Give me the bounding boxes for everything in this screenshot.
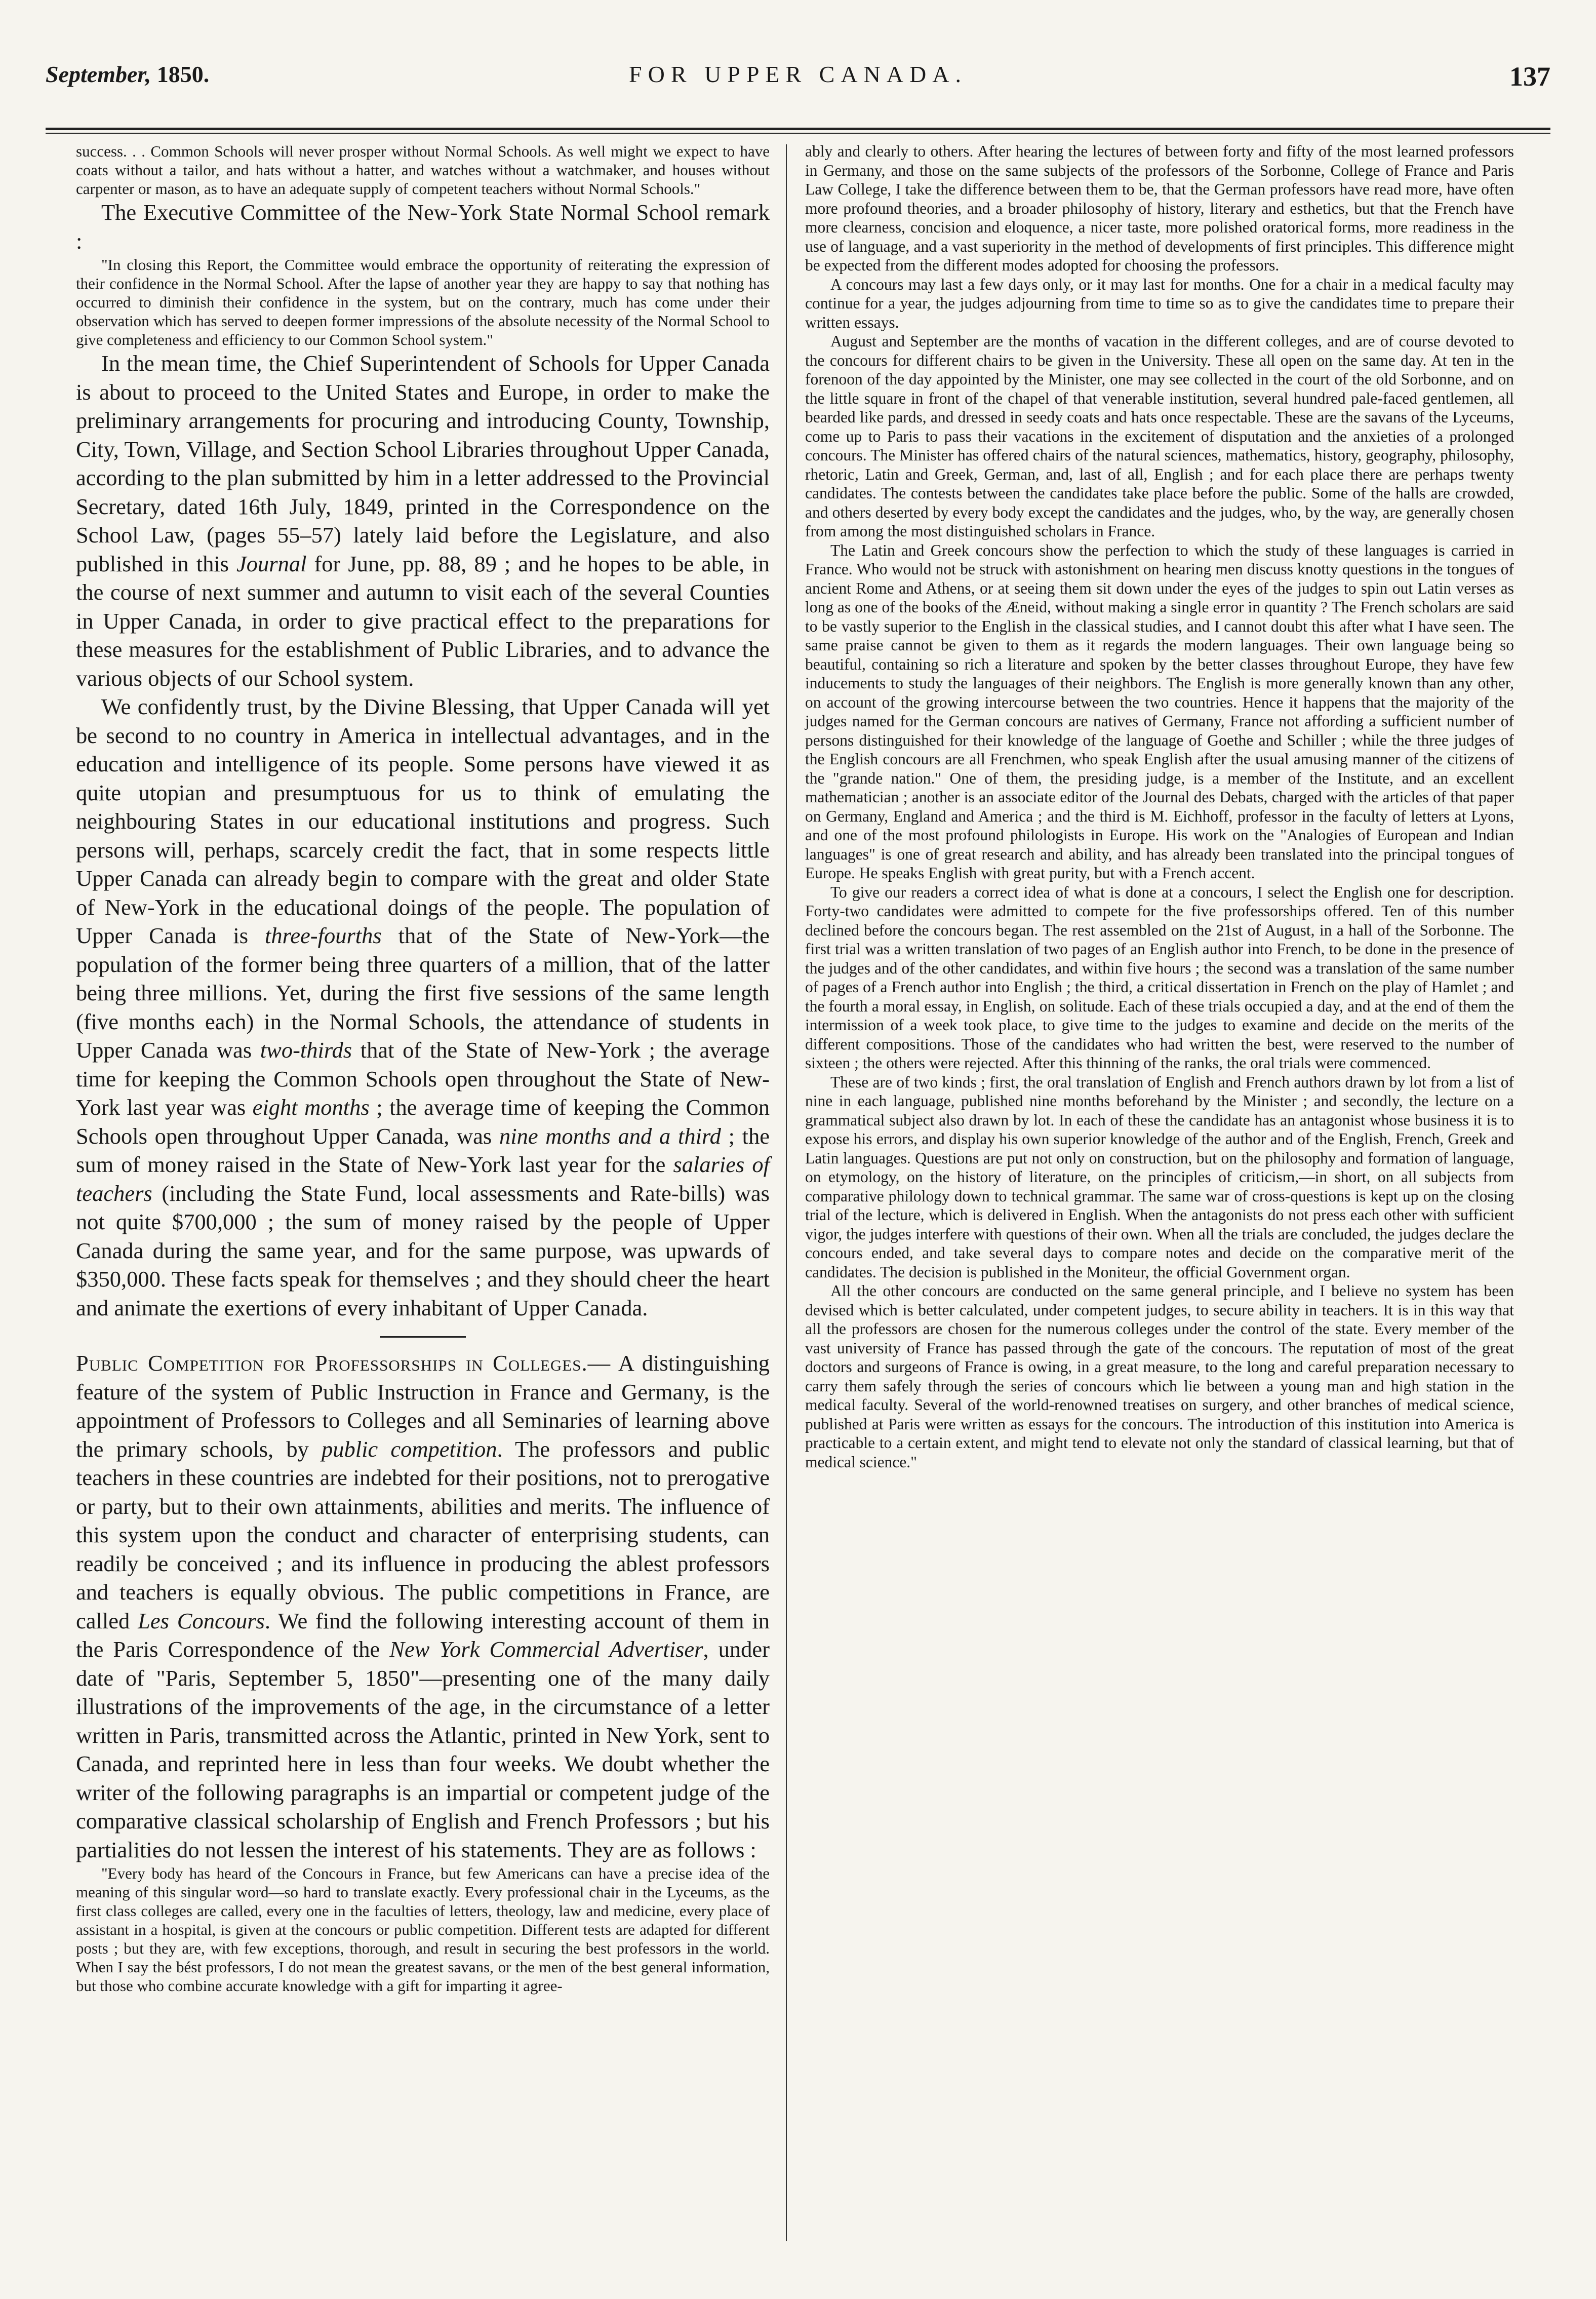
section-title: Public Competition for Professorships in Colleges.— (76, 1350, 611, 1376)
column-divider (786, 144, 787, 2241)
text-run: (including the State Fund, local assessments and Rate-bills) was not quite $700,000 ; the sum of money raised by the people of Upper Canada during the same year, and for the same purpose, was upwards of $350,000. These facts speak for themselves ; and they should cheer the heart and animate the exertions of every inhabitant of Upper Canada. (76, 1180, 770, 1320)
issue-year: 1850. (151, 61, 210, 87)
quote-continuation: success. . . Common Schools will never prosper without Normal Schools. As well might we expect to have coats without a tailor, and hats without a hatter, and watches without a watchmaker, and houses without carpenter or mason, as to have an adequate supply of competent teachers without Normal Schools." (76, 142, 770, 198)
issue-month: September, (46, 61, 151, 87)
emphasis: three-fourths (265, 923, 382, 948)
header-rule (46, 128, 1550, 130)
paragraph: The Latin and Greek concours show the perfection to which the study of these languages is carried in France. Who would not be struck with astonishment on hearing men discuss knotty questions in the tongues of ancient Rome and Athens, or at seeing them sit down under the eyes of the judges to spin out Latin verses as long as one of the books of the Æneid, without making a single error in quantity ? The French scholars are said to be vastly superior to the English in the classical studies, and I cannot doubt this after what I have seen. The same praise cannot be given to them as it regards the modern languages. Their own language being so beautiful, containing so rich a literature and spoken by the better classes throughout Europe, they have few inducements to study the languages of their neighbors. The English is more generally known than any other, on account of the growing intercourse between the two countries. Hence it happens that the majority of the judges named for the German concours are natives of Germany, France not affording a sufficient number of persons distinguished for their knowledge of the language of Goethe and Schiller ; while the three judges of the English concours are all Frenchmen, who speak English after the usual amusing manner of the citizens of the "grande nation." One of them, the presiding judge, is a member of the Institute, and an excellent mathematician ; another is an associate editor of the Journal des Debats, charged with the articles of that paper on Germany, England and America ; and the third is M. Eichhoff, professor in the faculty of letters at Lyons, and one of the most profound philologists in Europe. His work on the "Analogies of European and Indian languages" is one of great research and ability, and has already been translated into the principal tongues of Europe. He speaks English with great purity, but with a French accent. (805, 541, 1514, 882)
header-rule-thin (46, 133, 1550, 134)
text-run: We confidently trust, by the Divine Blessing, that Upper Canada will yet be second to no country in America in intellectual advantages, and in the education and intelligence of its people. Some persons have viewed it as quite utopian and presumptuous for us to think of emulating the neighbouring States in our educational institutions and progress. Such persons will, perhaps, scarcely credit the fact, that in some respects little Upper Canada can already begin to compare with the great and older State of New-York in the educational doings of the people. The population of Upper Canada is (76, 694, 770, 948)
text-run: ; the average time of keeping the Common Schools open throughout Upper Canada, was (76, 1095, 770, 1149)
emphasis: two-thirds (260, 1037, 352, 1063)
paragraph: To give our readers a correct idea of what is done at a concours, I select the English one for description. Forty-two candidates were admitted to compete for the five professorships offered. Ten of this number declined before the concours began. The rest assembled on the 21st of August, in a hall of the Sorbonne. The first trial was a written translation of two pages of an English author into French, to be done in the presence of the judges and of the other candidates, and within five hours ; the second was a translation of the same number of pages of a French author into English ; the third, a critical dissertation in French on the play of Hamlet ; and the fourth a moral essay, in English, on solitude. Each of these trials occupied a day, and at the end of them the intermission of a week took place, to give time to the judges to examine and decide on the merits of the different compositions. Those of the candidates who had written the best, were reserved to the number of sixteen ; the others were rejected. After this thinning of the ranks, the oral trials were commenced. (805, 883, 1514, 1072)
concours-quote: "Every body has heard of the Concours in France, but few Americans can have a precise idea of the meaning of this singular word—so hard to translate exactly. Every professional chair in the Lyceums, as the first class colleges are called, every one in the faculties of letters, theology, law and medicine, every place of assistant in a hospital, is given at the concours or public competition. Different tests are adapted for different posts ; but they are, with few exceptions, thorough, and result in securing the best professors in the world. When I say the bést professors, I do not mean the greatest savans, or the men of the best general information, but those who combine accurate knowledge with a gift for imparting it agree- (76, 1864, 770, 1995)
committee-intro: The Executive Committee of the New-York State Normal School remark : (76, 200, 770, 254)
text-run: In the mean time, the Chief Superintendent of Schools for Upper Canada is about to proceed to the United States and Europe, in order to make the preliminary arrangements for procuring and introducing County, Township, City, Town, Village, and Section School Libraries throughout Upper Canada, according to the plan submitted by him in a letter addressed to the Provincial Secretary, dated 16th July, 1849, printed in the Correspondence on the School Law, (pages 55–57) lately laid before the Legislature, and also published in this (76, 350, 770, 576)
newspaper-title: New York Commercial Advertiser (389, 1636, 703, 1662)
text-run: that of the State of New-York—the population of the former being three quarters of a million, that of the latter being three millions. Yet, during the first five sessions of the same length (five months each) in the Normal Schools, the attendance of students in Upper Canada was (76, 923, 770, 1063)
paragraph: These are of two kinds ; first, the oral translation of English and French authors drawn by lot from a list of nine in each language, published nine months beforehand by the Minister ; and secondly, the lecture on a grammatical subject also drawn by lot. In each of these the candidate has an antagonist whose business it is to expose his errors, and display his own superior knowledge of the author and of the English, French, Greek and Latin languages. Questions are put not only on construction, but on the philosophy and formation of language, on etymology, on the history of literature, on the principles of criticism,—in short, on all subjects from comparative philology down to technical grammar. The same war of cross-questions is kept up on the closing trial of the lecture, which is delivered in English. When the antagonists do not press each other with sufficient vigor, the judges interfere with questions of their own. When all the trials are concluded, the judges declare the concours ended, and take several days to compare notes and decide on the comparative merit of the candidates. The decision is published in the Moniteur, the official Government organ. (805, 1073, 1514, 1281)
committee-quote: "In closing this Report, the Committee would embrace the opportunity of reiterating the expression of their confidence in the Normal School. After the lapse of another year they are happy to say that nothing has occurred to diminish their confidence in the system, but on the contrary, much has come under their observation which has served to deepen former impressions of the absolute necessity of the Normal School to give completeness and efficiency to our Common School system." (76, 256, 770, 348)
paragraph: ably and clearly to others. After hearing the lectures of between forty and fifty of the most learned professors in Germany, and those on the same subjects of the professors of the Sorbonne, College of France and Paris Law College, I take the difference between them to be, that the German professors have read more, have often more profound theories, and a broader philosophy of history, literary and esthetics, but that the French have more clearness, concision and eloquence, a nicer taste, more polished oratorical forms, more readiness in the use of language, and a vast superiority in the method of developments of first principles. This difference might be expected from the different modes adopted for choosing the professors. (805, 142, 1514, 274)
running-header (46, 61, 1550, 111)
text-run: A distinguishing feature of the system of Public Instruction in France and Germany, is the appointment of Professors to Colleges and all Seminaries of learning above the primary schools, by (76, 1350, 770, 1462)
paragraph-superintendent (76, 349, 770, 692)
emphasis: eight months (252, 1095, 370, 1120)
text-run: , under date of "Paris, September 5, 1850"—presenting one of the many daily illustrations of the improvements of the age, in the circumstance of a letter written in Paris, transmitted across the Atlantic, printed in New York, sent to Canada, and reprinted here in less than four weeks. We doubt whether the writer of the following paragraphs is an impartial or competent judge of the comparative classical scholarship of English and French Professors ; but his partialities do not lessen the interest of his statements. They are as follows : (76, 1636, 770, 1862)
emphasis: salaries of teachers (76, 1152, 770, 1206)
section-divider (380, 1336, 466, 1338)
paragraph-trust (76, 692, 770, 1322)
text-run: ; the sum of money raised in the State of New-York last year for the (76, 1123, 770, 1177)
emphasis: Les Concours (138, 1608, 265, 1633)
left-column (76, 142, 770, 1995)
paragraph: All the other concours are conducted on the same general principle, and I believe no system has been devised which is better calculated, under competent judges, to secure ability in teachers. It is in this way that all the professors are chosen for the numerous colleges under the control of the state. Every member of the vast university of France has passed through the gate of the concours. The reputation of most of the great doctors and surgeons of France is owing, in a great measure, to the long and careful preparation necessary to carry them safely through the series of concours which lie between a young man and high station in the medical faculty. Several of the world-renowned treatises on surgery, and other branches of medical science, published at Paris were written as essays for the concours. The introduction of this institution into America is practicable to a certain extent, and might tend to elevate not only the standard of classical learning, but that of medical science." (805, 1282, 1514, 1471)
text-run: for June, pp. 88, 89 ; and he hopes to be able, in the course of next summer and autumn to visit each of the several Counties in Upper Canada, in order to give practical effect to the preparations for these measures for the establishment of Public Libraries, and to advance the various objects of our School system. (76, 551, 770, 691)
page-number: 137 (1509, 61, 1550, 92)
text-run: that of the State of New-York ; the average time for keeping the Common Schools open throughout the State of New-York last year was (76, 1037, 770, 1120)
right-column (805, 142, 1514, 1471)
emphasis: public competition (321, 1436, 497, 1462)
journal-title: Journal (236, 551, 307, 576)
text-run: . We find the following interesting account of them in the Paris Correspondence of the (76, 1608, 770, 1662)
paragraph: August and September are the months of vacation in the different colleges, and are of course devoted to the concours for different chairs to be given in the University. These all open on the same day. At ten in the forenoon of the day appointed by the Minister, one may see collected in the court of the old Sorbonne, and on the little square in front of the chapel of that venerable institution, several hundred pale-faced gentlemen, all bearded like pards, and dressed in seedy coats and hats once respectable. These are the savans of the Lyceums, come up to Paris to pass their vacations in the excitement of disputation and the anxieties of a prolonged concours. The Minister has offered chairs of the natural sciences, mathematics, history, geography, philosophy, rhetoric, Latin and Greek, German, and, last of all, English ; and for each place there are perhaps twenty candidates. The contests between the candidates take place before the public. Some of the halls are crowded, and others deserted by every body except the candidates and the judges, who, by the way, are generally chosen from among the most distinguished scholars in France. (805, 332, 1514, 540)
paragraph: A concours may last a few days only, or it may last for months. One for a chair in a medical faculty may continue for a year, the judges adjourning from time to time so as to give the candidates time to prepare their written essays. (805, 275, 1514, 331)
text-run: . The professors and public teachers in these countries are indebted for their positions, not to prerogative or party, but to their own attainments, abilities and merits. The influence of this system upon the conduct and character of enterprising students, can readily be conceived ; and its influence in producing the ablest professors and teachers is equally obvious. The public competitions in France, are called (76, 1436, 770, 1633)
running-title: FOR UPPER CANADA. (629, 61, 967, 87)
paragraph-public-competition (76, 1349, 770, 1864)
emphasis: nine months and a third (499, 1123, 721, 1149)
